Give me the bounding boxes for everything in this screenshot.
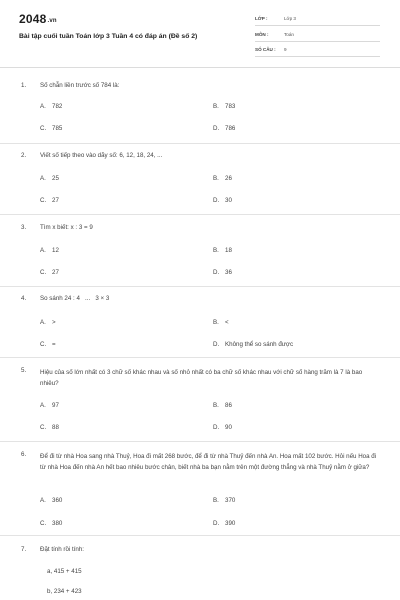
question-divider xyxy=(0,286,400,287)
question-divider xyxy=(0,143,400,144)
option-b[interactable]: B. 86 xyxy=(213,402,232,409)
option-d[interactable]: D. 390 xyxy=(213,520,236,527)
option-d[interactable]: D. 30 xyxy=(213,197,232,204)
option-b[interactable]: B. 26 xyxy=(213,175,232,182)
question-number: 1. xyxy=(21,82,27,89)
question-number: 2. xyxy=(21,152,27,159)
option-d[interactable]: D. 36 xyxy=(213,269,232,276)
option-c[interactable]: C. 88 xyxy=(40,424,59,431)
option-a[interactable]: A. 12 xyxy=(40,247,59,254)
option-c[interactable]: C. = xyxy=(40,341,56,348)
sub-question-b: b, 234 + 423 xyxy=(47,588,82,595)
option-b[interactable]: B. < xyxy=(213,319,229,326)
option-a[interactable]: A. 360 xyxy=(40,497,63,504)
header-divider xyxy=(0,67,400,68)
option-a[interactable]: A. > xyxy=(40,319,56,326)
question-number: 4. xyxy=(21,295,27,302)
option-a[interactable]: A. 25 xyxy=(40,175,59,182)
meta-value: Toán xyxy=(284,32,294,37)
sub-question-a: a, 415 + 415 xyxy=(47,568,82,575)
meta-value: Lớp 3 xyxy=(284,16,296,21)
meta-label: SỐ CÂU : xyxy=(255,47,276,52)
question-text: Số chẵn liền trước số 784 là: xyxy=(40,82,120,89)
question-text: Để đi từ nhà Hoa sang nhà Thuỷ, Hoa đi mất 268 bước, để đi từ nhà Thuỷ đến nhà An. Hoa mất 102 bước. Hỏi nếu Hoa đi từ nhà Hoa đến nhà An hết bao nhiêu bước chân, biết nhà ba bạn nằm trên một đường thẳng và nhà Thuỷ nằm ở giữa? xyxy=(40,453,377,471)
meta-count xyxy=(255,45,380,57)
option-b[interactable]: B. 18 xyxy=(213,247,232,254)
question-number: 6. xyxy=(21,451,27,458)
option-b[interactable]: B. 370 xyxy=(213,497,236,504)
meta-value: 9 xyxy=(284,47,287,52)
question-text: So sánh 24 : 4 ... 3 × 3 xyxy=(40,295,110,302)
logo-text: 2048 xyxy=(19,12,47,26)
option-b[interactable]: B. 783 xyxy=(213,103,236,110)
meta-label: MÔN : xyxy=(255,32,269,37)
option-d[interactable]: D. 90 xyxy=(213,424,232,431)
meta-subject xyxy=(255,30,380,42)
option-a[interactable]: A. 782 xyxy=(40,103,63,110)
question-text: Tìm x biết: x : 3 = 9 xyxy=(40,224,93,231)
question-divider xyxy=(0,441,400,442)
question-divider xyxy=(0,535,400,536)
question-text: Đặt tính rồi tính: xyxy=(40,546,85,553)
question-divider xyxy=(0,357,400,358)
option-c[interactable]: C. 380 xyxy=(40,520,63,527)
question-text: Viết số tiếp theo vào dãy số: 6, 12, 18, 24, ... xyxy=(40,152,163,159)
option-d[interactable]: D. 786 xyxy=(213,125,236,132)
option-c[interactable]: C. 27 xyxy=(40,197,59,204)
option-c[interactable]: C. 785 xyxy=(40,125,63,132)
meta-label: LỚP : xyxy=(255,16,268,21)
site-logo[interactable] xyxy=(19,12,57,26)
question-number: 3. xyxy=(21,224,27,231)
option-c[interactable]: C. 27 xyxy=(40,269,59,276)
page-title: Bài tập cuối tuần Toán lớp 3 Tuần 4 có đáp án (Đề số 2) xyxy=(19,33,198,40)
meta-class xyxy=(255,14,380,26)
worksheet-header xyxy=(0,0,400,66)
question-text: Hiệu của số lớn nhất có 3 chữ số khác nhau và số nhỏ nhất có ba chữ số khác nhau với chữ số hàng trăm là 7 là bao nhiêu? xyxy=(40,369,363,387)
question-number: 5. xyxy=(21,367,27,374)
logo-tld: .vn xyxy=(47,18,57,24)
option-d[interactable]: D. Không thể so sánh được xyxy=(213,341,294,348)
question-number: 7. xyxy=(21,546,27,553)
question-divider xyxy=(0,214,400,215)
option-a[interactable]: A. 97 xyxy=(40,402,59,409)
